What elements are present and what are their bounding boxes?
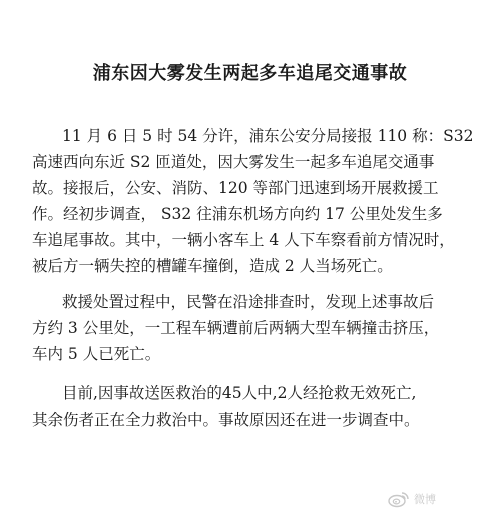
paragraph-1-line-4: 作。经初步调查， S32 往浦东机场方向约 17 公里处发生多 (32, 205, 443, 223)
paragraph-1-line-5: 车追尾事故。其中，一辆小客车上 4 人下车察看前方情况时， (32, 231, 455, 249)
paragraph-3-line-2: 其余伤者正在全力救治中。事故原因还在进一步调查中。 (32, 411, 420, 429)
paragraph-2-line-1: 救援处置过程中，民警在沿途排查时，发现上述事故后 (62, 293, 435, 311)
paragraph-1-line-6: 被后方一辆失控的槽罐车撞倒，造成 2 人当场死亡。 (32, 257, 393, 275)
weibo-logo-icon (388, 490, 410, 508)
weibo-watermark (388, 486, 493, 512)
paragraph-3-line-1: 目前,因事故送医救治的45人中,2人经抢救无效死亡, (62, 384, 417, 402)
paragraph-1-line-2: 高速西向东近 S2 匝道处，因大雾发生一起多车追尾交通事 (32, 153, 435, 171)
paragraph-1-line-3: 故。接报后，公安、消防、120 等部门迅速到场开展救援工 (32, 179, 439, 197)
paragraph-2-line-2: 方约 3 公里处，一工程车辆遭前后两辆大型车辆撞击挤压， (32, 319, 440, 337)
paragraph-2-line-3: 车内 5 人已死亡。 (32, 345, 161, 363)
watermark-text: 微博 (414, 493, 436, 506)
paragraph-1-line-1: 11 月 6 日 5 时 54 分许，浦东公安分局接报 110 称：S32 (62, 127, 474, 145)
article-title: 浦东因大雾发生两起多车追尾交通事故 (92, 63, 408, 84)
